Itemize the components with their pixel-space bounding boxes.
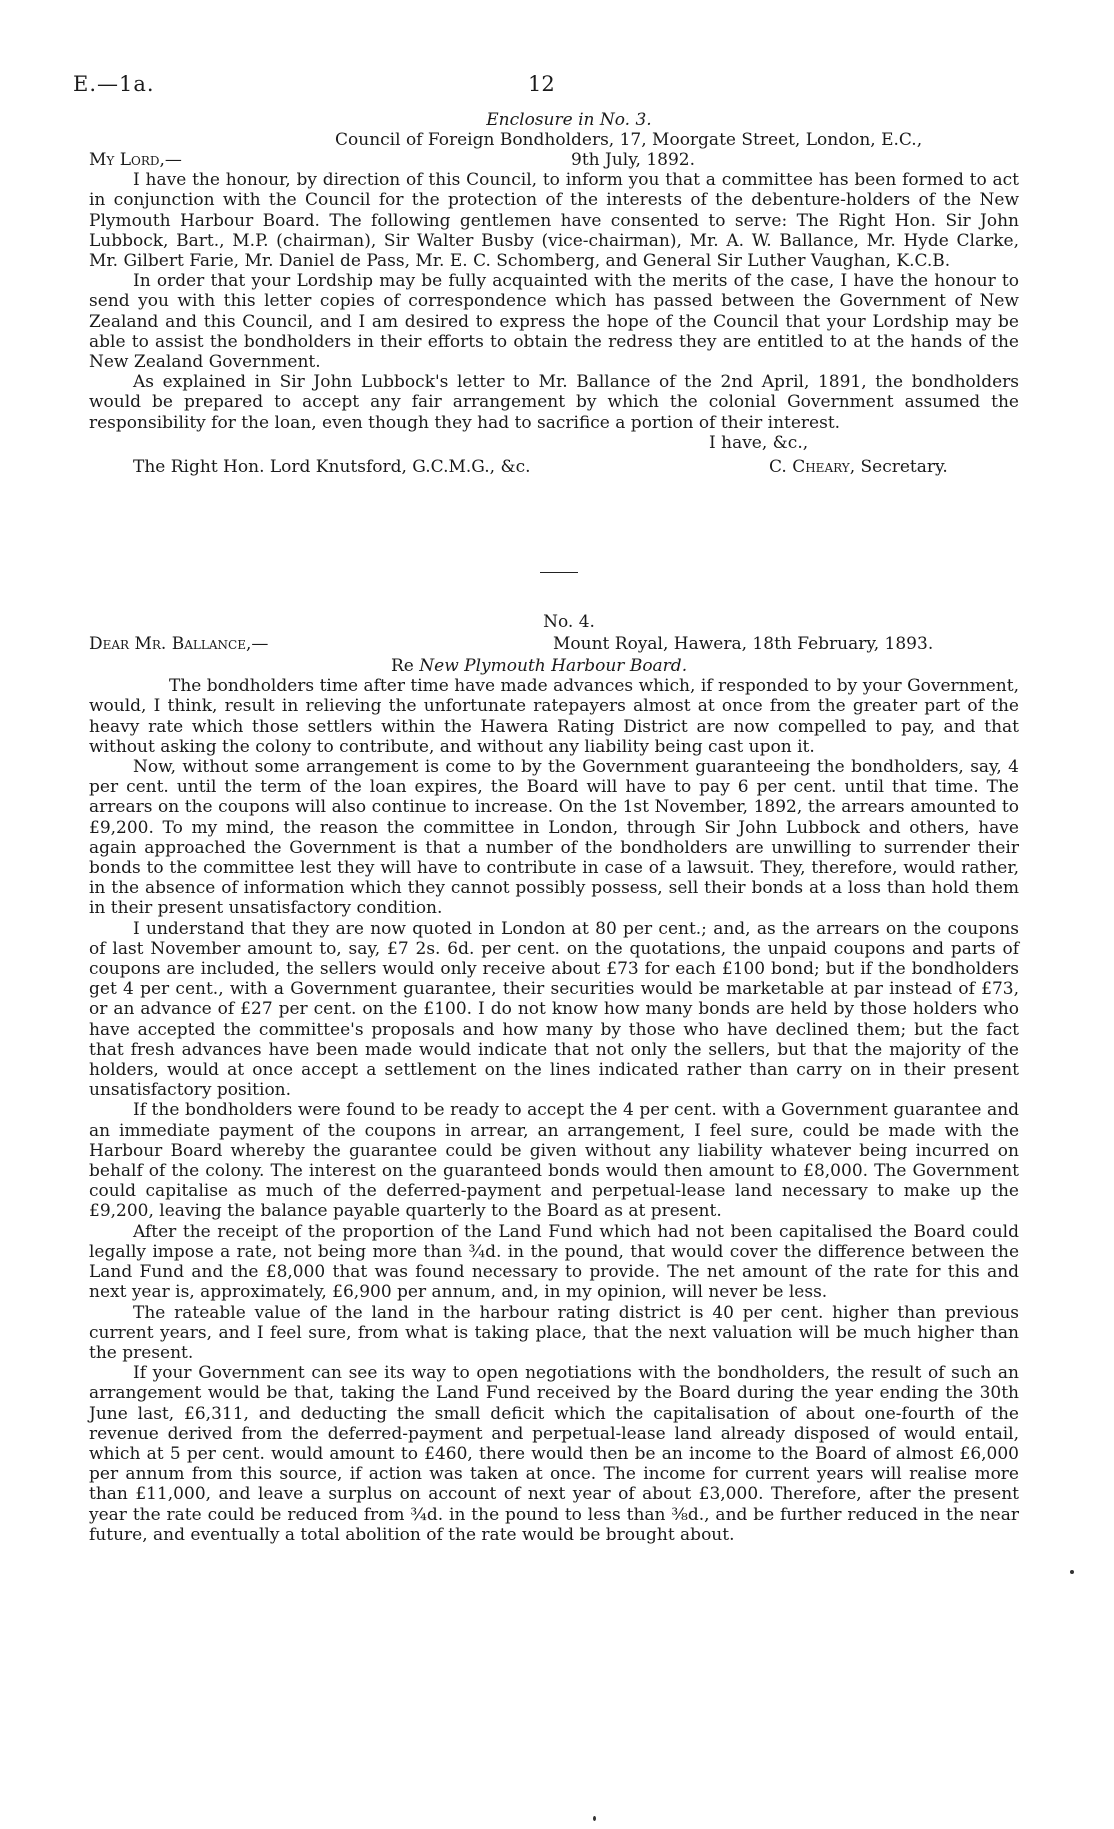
- signature-row: [89, 457, 1019, 477]
- subject-text: New Plymouth Harbour Board.: [419, 656, 688, 677]
- enclosure-section: [89, 110, 1019, 477]
- section-divider: [540, 572, 578, 573]
- letter-subject: [391, 656, 687, 676]
- letter-salutation: Dear Mr. Ballance,—: [89, 634, 269, 655]
- address-row: [89, 130, 1019, 150]
- letter-paragraph: If the bondholders were found to be ready to accept the 4 per cent. with a Government guarantee and an immediate payment of the coupons in arrear, an arrangement, I feel sure, could be made with the Harbour Board whereby the guarantee could be given without any liability whatever being incurred on behalf of the colony. The interest on the guaranteed bonds would then amount to £8,000. The Government could capitalise as much of the deferred-payment and perpetual-lease land necessary to make up the £9,200, leaving the balance payable quarterly to the Board as at present.: [89, 1100, 1019, 1222]
- enclosure-title: Enclosure in No. 3.: [486, 110, 652, 130]
- letter-paragraph: The bondholders time after time have made advances which, if responded to by your Government, would, I think, result in relieving the unfortunate ratepayers almost at once from the greater part of the heavy rate which those settlers within the Hawera Rating District are now compelled to pay, and that without asking the colony to contribute, and without any liability being cast upon it.: [89, 676, 1019, 757]
- letter-paragraph: If your Government can see its way to open negotiations with the bondholders, the result of such an arrangement would be that, taking the Land Fund received by the Board during the year ending the 30th June last, £6,311, and deducting the small deficit which the capitalisation of about one-fourth of the revenue derived from the deferred-payment and perpetual-lease land already disposed of would entail, which at 5 per cent. would amount to £460, there would then be an income to the Board of almost £6,000 per annum from this source, if action was taken at once. The income for current years will realise more than £11,000, and leave a surplus on account of next year of about £3,000. Therefore, after the present year the rate could be reduced from ¾d. in the pound to less than ⅜d., and be further reduced in the near future, and eventually a total abolition of the rate would be brought about.: [89, 1363, 1019, 1545]
- letter-paragraph: After the receipt of the proportion of the Land Fund which had not been capitalised the Board could legally impose a rate, not being more than ¾d. in the pound, that would cover the difference between the Land Fund and the £8,000 that was found necessary to provide. The net amount of the rate for this and next year is, approximately, £6,900 per annum, and, in my opinion, will never be less.: [89, 1221, 1019, 1303]
- salutation-row: [89, 150, 1019, 170]
- enclosure-closing: I have, &c.,: [709, 432, 809, 453]
- letter-salutation-row: [89, 634, 1019, 654]
- enclosure-paragraph: As explained in Sir John Lubbock's letter to Mr. Ballance of the 2nd April, 1891, the bondholders would be prepared to accept any fair arrangement by which the colonial Government assumed the responsibility for the loan, even though they had to sacrifice a portion of their interest.: [89, 372, 1019, 433]
- enclosure-paragraph: I have the honour, by direction of this Council, to inform you that a committee has been formed to act in conjunction with the Council for the protection of the interests of the debenture-holders of the New Plymouth Harbour Board. The following gentlemen have consented to serve: The Right Hon. Sir John Lubbock, Bart., M.P. (chairman), Sir Walter Busby (vice-chairman), Mr. A. W. Ballance, Mr. Hyde Clarke, Mr. Gilbert Farie, Mr. Daniel de Pass, Mr. E. C. Schomberg, and General Sir Luther Vaughan, K.C.B.: [89, 170, 1019, 272]
- letter-section: [89, 612, 1019, 1545]
- signature-title: Secretary.: [860, 456, 948, 477]
- document-reference: E.—1a.: [73, 72, 155, 96]
- letter-paragraph: Now, without some arrangement is come to by the Government guaranteeing the bondholders, say, 4 per cent. until the term of the loan expires, the Board will have to pay 6 per cent. until that time. The arrears on the coupons will also continue to increase. On the 1st November, 1892, the arrears amounted to £9,200. To my mind, the reason the committee in London, through Sir John Lubbock and others, have again approached the Government is that a number of the bondholders are unwilling to surrender their bonds to the committee lest they will have to contribute in case of a lawsuit. They, therefore, would rather, in the absence of information which they cannot possibly possess, sell their bonds at a loss than hold them in their present unsatisfactory condition.: [89, 757, 1019, 919]
- page-number: 12: [528, 72, 555, 96]
- ink-speck: [1070, 1570, 1074, 1574]
- enclosure-date: 9th July, 1892.: [571, 150, 696, 171]
- ink-speck: [593, 1816, 596, 1821]
- enclosure-addressee: The Right Hon. Lord Knutsford, G.C.M.G., &c.: [133, 456, 531, 477]
- subject-prefix: Re: [391, 656, 414, 677]
- enclosure-paragraph: In order that your Lordship may be fully acquainted with the merits of the case, I have the honour to send you with this letter copies of correspondence which has passed between the Government of New Zealand and this Council, and I am desired to express the hope of the Council that your Lordship may be able to assist the bondholders in their efforts to obtain the redress they are entitled to at the hands of the New Zealand Government.: [89, 271, 1019, 373]
- letter-address-date: Mount Royal, Hawera, 18th February, 1893.: [553, 634, 934, 655]
- letter-paragraph: The rateable value of the land in the harbour rating district is 40 per cent. higher than previous current years, and I feel sure, from what is taking place, that the next valuation will be much higher than the present.: [89, 1302, 1019, 1363]
- signature-name: C. Cheary,: [769, 456, 856, 477]
- letter-paragraph: I understand that they are now quoted in London at 80 per cent.; and, as the arrears on the coupons of last November amount to, say, £7 2s. 6d. per cent. on the quotations, the unpaid coupons and parts of coupons are included, the sellers would only receive about £73 for each £100 bond; but if the bondholders get 4 per cent., with a Government guarantee, their securities would be marketable at par instead of £73, or an advance of £27 per cent. on the £100. I do not know how many bonds are held by those holders who have accepted the committee's proposals and how many by those who have declined them; but the fact that fresh advances have been made would indicate that not only the sellers, but that the majority of the holders, would at once accept a settlement on the lines indicated rather than carry on in their present unsatisfactory position.: [89, 918, 1019, 1101]
- signature: [769, 457, 948, 477]
- enclosure-salutation: My Lord,—: [89, 150, 182, 171]
- closing-row: [89, 433, 1019, 453]
- letter-number: No. 4.: [543, 612, 595, 632]
- enclosure-address: Council of Foreign Bondholders, 17, Moorgate Street, London, E.C.,: [335, 130, 923, 151]
- letter-subject-row: [89, 656, 1019, 676]
